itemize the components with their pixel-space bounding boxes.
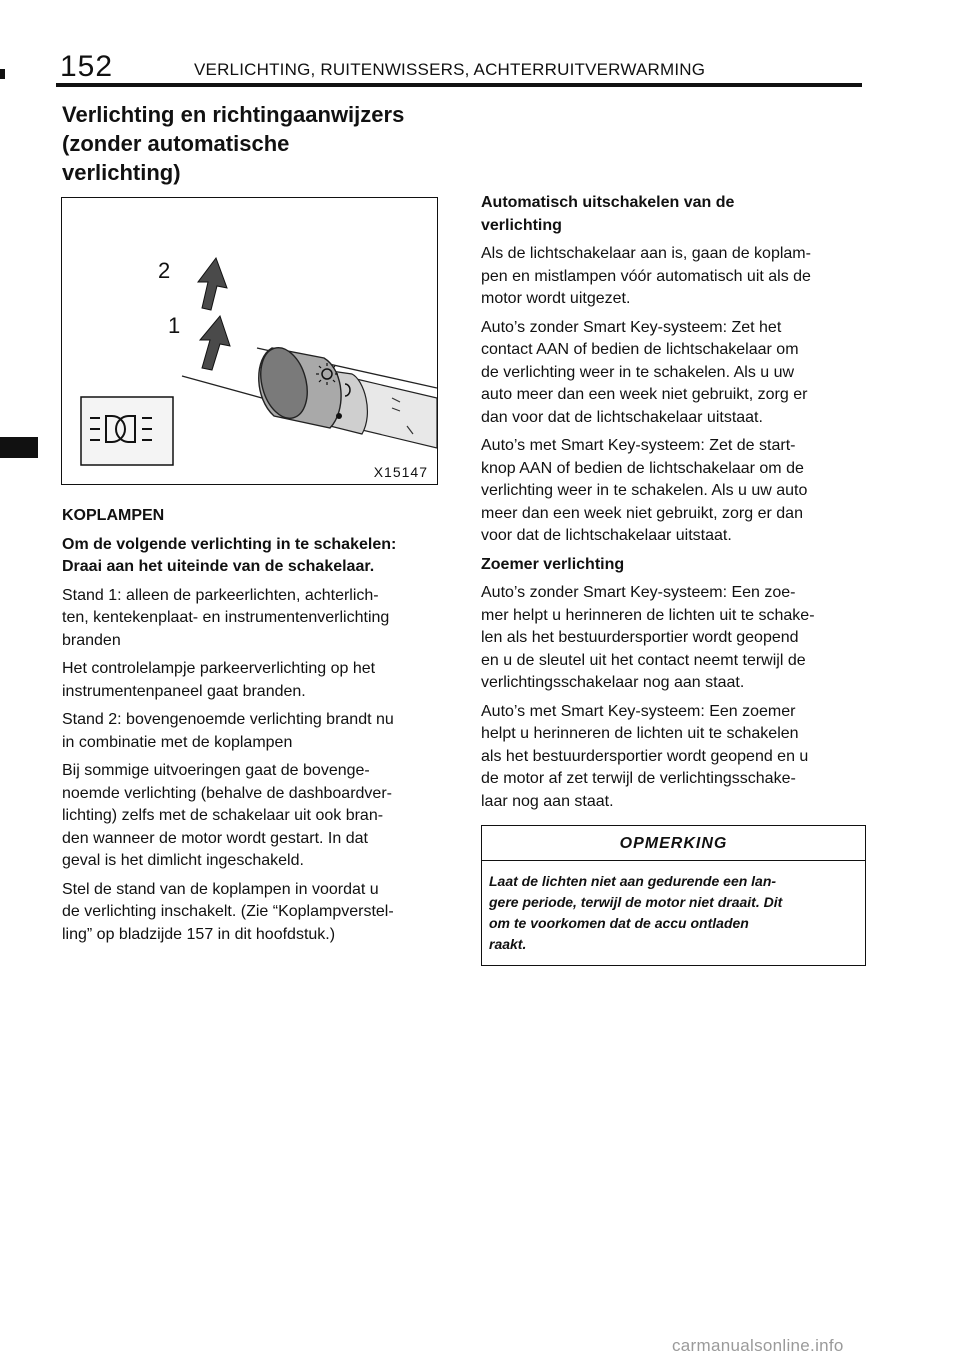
paragraph-zoemer-met-smart-key: Auto’s met Smart Key-systeem: Een zoemer helpt u herinneren de lichten uit te schakelen als het bestuurdersportier wordt geopend en u de motor af zet terwijl de verlichtingsschake- laar nog aan staat.: [481, 702, 809, 810]
section-title-line: (zonder automatische: [62, 131, 290, 156]
section-title-line: Verlichting en richtingaanwijzers: [62, 102, 405, 127]
paragraph-zoemer-zonder-smart-key: Auto’s zonder Smart Key-systeem: Een zoe- mer helpt u herinneren de lichten uit te schake- len als het bestuurdersportier wordt geopend en u de sleutel uit het contact neemt terwijl de verlichtingsschakelaar nog aan staat.: [481, 584, 815, 691]
watermark: carmanualsonline.info: [672, 1336, 844, 1355]
corner-mark: [0, 69, 5, 79]
paragraph-controlelampje: Het controlelampje parkeerverlichting op het instrumentenpaneel gaat branden.: [62, 660, 376, 700]
paragraph-lichtschakelaar: Als de lichtschakelaar aan is, gaan de koplam- pen en mistlampen vóór automatisch uit als de motor wordt uitgezet.: [481, 245, 811, 307]
note-body: Laat de lichten niet aan gedurende een lan- gere periode, terwijl de motor niet draait. Dit om te voorkomen dat de accu ontladen raakt.: [489, 873, 783, 952]
note-box: [481, 825, 866, 966]
switch-illustration: [62, 198, 437, 484]
chapter-tab: [0, 437, 38, 458]
arrow-label-1: 1: [168, 313, 181, 338]
heading-automatisch-uitschakelen: Automatisch uitschakelen van de verlichting: [481, 194, 735, 234]
paragraph-met-smart-key: Auto’s met Smart Key-systeem: Zet de start- knop AAN of bedien de lichtschakelaar om de verlichting weer in te schakelen. Als u uw auto meer dan een week niet gebruikt, zorg er dan voor dat de lichtschakelaar uitstaat.: [481, 437, 808, 544]
section-title-line: verlichting): [62, 160, 181, 185]
paragraph-uitvoeringen: Bij sommige uitvoeringen gaat de bovenge- noemde verlichting (behalve de dashboardver- lichting) zelfs met de schakelaar uit ook bran- den wanneer de motor wordt gestart. In dat geval is het dimlicht ingeschakeld.: [62, 762, 392, 869]
header-rule: [56, 83, 862, 87]
paragraph-stand-2: Stand 2: bovengenoemde verlichting brandt nu in combinatie met de koplampen: [62, 711, 394, 751]
arrow-label-2: 2: [158, 258, 171, 283]
headlight-switch-figure: [61, 197, 438, 485]
left-column: [62, 505, 444, 952]
right-column: [481, 192, 863, 819]
paragraph-zonder-smart-key: Auto’s zonder Smart Key-systeem: Zet het contact AAN of bedien de lichtschakelaar om de verlichting weer in te schakelen. Als u uw auto meer dan een week niet gebruikt, zorg er dan voor dat de lichtschakelaar uitstaat.: [481, 318, 808, 426]
figure-code: X15147: [373, 464, 428, 480]
heading-koplampen: KOPLAMPEN: [62, 507, 165, 524]
instruction: Om de volgende verlichting in te schakelen: Draai aan het uiteinde van de schakelaar.: [62, 535, 397, 575]
paragraph-koplampverstelling: Stel de stand van de koplampen in voordat u de verlichting inschakelt. (Zie “Koplampverstel- ling” op bladzijde 157 in dit hoofdstuk.): [62, 880, 394, 943]
paragraph-stand-1: Stand 1: alleen de parkeerlichten, achterlich- ten, kentekenplaat- en instrumentenverlichting branden: [62, 586, 390, 649]
note-title: OPMERKING: [482, 826, 865, 861]
section-title: [62, 100, 462, 187]
running-head: VERLICHTING, RUITENWISSERS, ACHTERRUITVERWARMING: [194, 60, 706, 79]
page-number: 152: [60, 50, 114, 83]
heading-zoemer: Zoemer verlichting: [481, 555, 625, 573]
